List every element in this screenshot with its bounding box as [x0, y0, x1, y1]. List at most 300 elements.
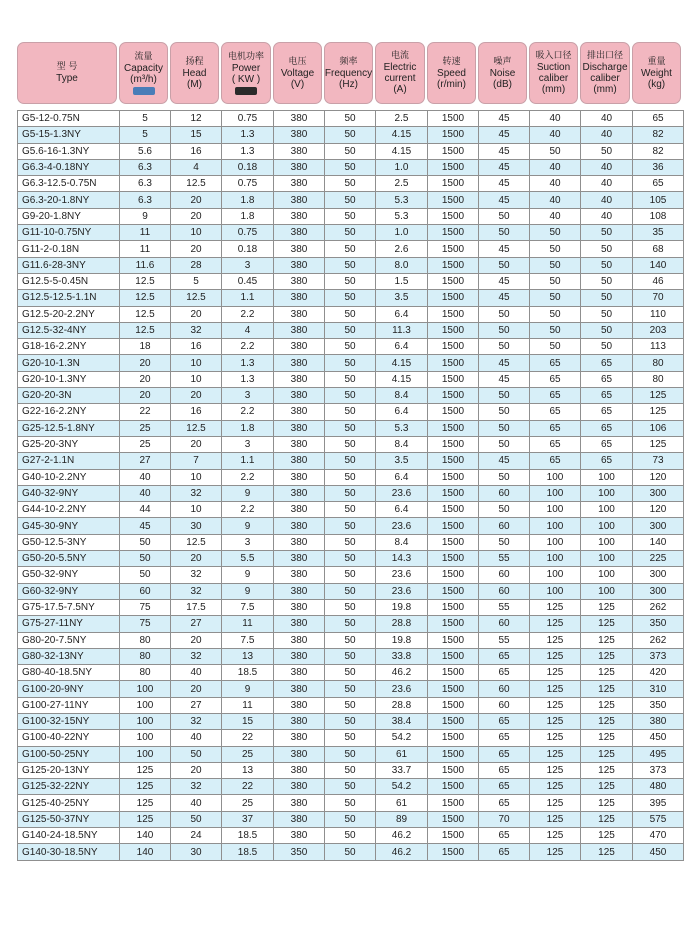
table-cell: 3	[222, 388, 274, 404]
table-cell: 70	[633, 290, 684, 306]
table-cell: 380	[274, 665, 325, 681]
table-cell: 140	[633, 257, 684, 273]
table-cell: 125	[581, 762, 633, 778]
table-cell: 50	[325, 534, 376, 550]
table-cell: 100	[120, 730, 171, 746]
table-cell: 100	[120, 746, 171, 762]
table-row	[18, 648, 684, 664]
table-cell: 50	[581, 306, 633, 322]
table-cell: 125	[581, 616, 633, 632]
table-cell: 45	[479, 273, 530, 289]
table-cell: 380	[274, 225, 325, 241]
table-cell: 1500	[428, 339, 479, 355]
header-cell	[478, 42, 527, 104]
table-cell: 16	[171, 143, 222, 159]
table-cell: 125	[581, 828, 633, 844]
table-cell: 1500	[428, 811, 479, 827]
table-cell: G75-27-11NY	[18, 616, 120, 632]
table-cell: 380	[274, 355, 325, 371]
header-cell	[17, 42, 117, 104]
table-cell: 3	[222, 534, 274, 550]
table-cell: G125-32-22NY	[18, 779, 120, 795]
table-cell: 50	[325, 681, 376, 697]
table-cell: 1500	[428, 241, 479, 257]
table-cell: 25	[120, 420, 171, 436]
table-cell: 20	[171, 306, 222, 322]
table-cell: 65	[479, 762, 530, 778]
table-cell: 50	[325, 371, 376, 387]
header-en: Frequency	[324, 67, 373, 79]
table-cell: 5.3	[376, 420, 428, 436]
table-cell: 100	[581, 567, 633, 583]
table-cell: 380	[274, 436, 325, 452]
header-unit: (kg)	[647, 78, 666, 90]
table-cell: 380	[274, 453, 325, 469]
table-cell: 50	[325, 844, 376, 860]
table-cell: 15	[171, 127, 222, 143]
table-cell: G22-16-2.2NY	[18, 404, 120, 420]
table-cell: 100	[120, 681, 171, 697]
table-cell: 40	[530, 176, 581, 192]
table-cell: 6.3	[120, 159, 171, 175]
table-cell: G20-10-1.3N	[18, 355, 120, 371]
table-cell: 33.7	[376, 762, 428, 778]
table-cell: 5.5	[222, 551, 274, 567]
table-cell: 1.8	[222, 208, 274, 224]
table-cell: 380	[274, 469, 325, 485]
table-cell: 0.75	[222, 111, 274, 127]
motor-icon	[235, 87, 257, 95]
table-row	[18, 290, 684, 306]
table-cell: 50	[325, 159, 376, 175]
table-cell: 12.5	[171, 176, 222, 192]
table-cell: G125-20-13NY	[18, 762, 120, 778]
table-cell: 25	[120, 436, 171, 452]
table-cell: 125	[530, 762, 581, 778]
table-cell: 18.5	[222, 828, 274, 844]
table-cell: 65	[633, 176, 684, 192]
table-row	[18, 713, 684, 729]
table-cell: 125	[581, 648, 633, 664]
table-cell: 37	[222, 811, 274, 827]
table-cell: 80	[120, 665, 171, 681]
table-cell: 1500	[428, 273, 479, 289]
table-cell: G27-2-1.1N	[18, 453, 120, 469]
table-cell: 65	[581, 453, 633, 469]
table-cell: 120	[633, 469, 684, 485]
table-cell: 65	[581, 355, 633, 371]
header-cn: 吸入口径	[535, 51, 572, 61]
table-cell: 50	[325, 436, 376, 452]
table-cell: 380	[274, 176, 325, 192]
table-cell: 40	[171, 730, 222, 746]
table-cell: 50	[325, 355, 376, 371]
table-cell: 27	[171, 616, 222, 632]
table-cell: G12.5-5-0.45N	[18, 273, 120, 289]
header-en: Noise	[489, 67, 516, 79]
table-cell: 50	[325, 648, 376, 664]
table-cell: 35	[633, 225, 684, 241]
table-cell: 60	[120, 583, 171, 599]
table-cell: 40	[120, 469, 171, 485]
header-cn: 电压	[288, 56, 307, 67]
table-cell: 23.6	[376, 567, 428, 583]
table-cell: 125	[581, 730, 633, 746]
table-cell: 1500	[428, 534, 479, 550]
table-cell: 23.6	[376, 583, 428, 599]
table-cell: 100	[530, 583, 581, 599]
table-cell: 50	[530, 339, 581, 355]
header-cell	[324, 42, 373, 104]
table-cell: 1.5	[376, 273, 428, 289]
table-cell: 100	[530, 551, 581, 567]
table-cell: 140	[120, 828, 171, 844]
table-cell: G6.3-20-1.8NY	[18, 192, 120, 208]
table-row	[18, 665, 684, 681]
table-cell: 350	[633, 616, 684, 632]
table-cell: 1500	[428, 322, 479, 338]
table-cell: 11	[120, 225, 171, 241]
table-cell: 1500	[428, 159, 479, 175]
table-cell: G12.5-32-4NY	[18, 322, 120, 338]
table-cell: 40	[581, 176, 633, 192]
table-cell: 380	[274, 795, 325, 811]
table-cell: 50	[325, 730, 376, 746]
table-cell: 1500	[428, 436, 479, 452]
table-cell: 380	[274, 811, 325, 827]
table-cell: 1.3	[222, 127, 274, 143]
header-cn: 电流	[390, 51, 409, 61]
table-cell: 1500	[428, 225, 479, 241]
table-cell: 50	[479, 225, 530, 241]
table-cell: 300	[633, 583, 684, 599]
table-cell: G6.3-4-0.18NY	[18, 159, 120, 175]
table-cell: 15	[222, 713, 274, 729]
table-cell: 380	[274, 290, 325, 306]
table-cell: 28.8	[376, 616, 428, 632]
table-cell: 50	[325, 420, 376, 436]
table-cell: 4.15	[376, 127, 428, 143]
table-cell: 20	[171, 388, 222, 404]
table-cell: 27	[171, 697, 222, 713]
header-cn: 型 号	[56, 62, 78, 72]
table-cell: 18	[120, 339, 171, 355]
table-cell: 1500	[428, 844, 479, 860]
table-cell: 60	[479, 616, 530, 632]
table-cell: 23.6	[376, 485, 428, 501]
table-cell: 1500	[428, 762, 479, 778]
table-cell: 40	[581, 192, 633, 208]
table-cell: 470	[633, 828, 684, 844]
table-cell: 140	[120, 844, 171, 860]
table-cell: 6.4	[376, 404, 428, 420]
table-cell: 1.3	[222, 143, 274, 159]
table-cell: 100	[530, 485, 581, 501]
table-row	[18, 599, 684, 615]
header-cn: 流量	[134, 51, 153, 62]
table-cell: 82	[633, 143, 684, 159]
table-cell: 2.2	[222, 339, 274, 355]
table-cell: 380	[274, 192, 325, 208]
header-cn: 噪声	[493, 56, 512, 67]
table-cell: G25-12.5-1.8NY	[18, 420, 120, 436]
table-cell: 22	[222, 730, 274, 746]
table-row	[18, 681, 684, 697]
table-cell: 50	[325, 290, 376, 306]
header-en: Electric current	[383, 62, 417, 84]
table-cell: 0.18	[222, 241, 274, 257]
table-cell: 50	[479, 208, 530, 224]
table-cell: 1500	[428, 730, 479, 746]
table-cell: 225	[633, 551, 684, 567]
table-cell: 65	[479, 746, 530, 762]
table-cell: 50	[479, 436, 530, 452]
table-cell: 380	[274, 127, 325, 143]
header-en: Weight	[641, 67, 672, 79]
header-cell	[580, 42, 630, 104]
table-cell: 50	[479, 388, 530, 404]
header-unit: (V)	[290, 78, 305, 90]
header-cn: 扬程	[185, 56, 204, 67]
table-cell: 380	[274, 697, 325, 713]
table-cell: 46.2	[376, 828, 428, 844]
table-cell: 380	[274, 762, 325, 778]
header-en: Discharge caliber	[582, 62, 628, 84]
table-cell: 32	[171, 485, 222, 501]
table-cell: 20	[171, 192, 222, 208]
table-cell: 100	[581, 518, 633, 534]
flow-icon	[133, 87, 155, 95]
table-row	[18, 697, 684, 713]
table-cell: 125	[581, 779, 633, 795]
table-cell: 60	[479, 697, 530, 713]
table-cell: 50	[325, 208, 376, 224]
table-cell: 65	[633, 111, 684, 127]
header-cell	[529, 42, 578, 104]
table-cell: 380	[274, 534, 325, 550]
table-cell: 40	[530, 127, 581, 143]
table-cell: 50	[325, 339, 376, 355]
table-cell: 380	[274, 388, 325, 404]
table-cell: 45	[120, 518, 171, 534]
table-cell: 9	[222, 567, 274, 583]
table-cell: 50	[325, 583, 376, 599]
table-cell: 50	[325, 306, 376, 322]
table-cell: 106	[633, 420, 684, 436]
table-cell: 310	[633, 681, 684, 697]
table-cell: 380	[274, 339, 325, 355]
table-cell: 68	[633, 241, 684, 257]
table-cell: 20	[120, 355, 171, 371]
table-cell: 380	[274, 485, 325, 501]
table-cell: 45	[479, 143, 530, 159]
table-cell: 20	[171, 632, 222, 648]
table-cell: 8.0	[376, 257, 428, 273]
table-row	[18, 241, 684, 257]
table-cell: 1.0	[376, 225, 428, 241]
header-unit: (M)	[187, 78, 202, 90]
table-cell: 65	[530, 453, 581, 469]
table-cell: 380	[274, 746, 325, 762]
table-row	[18, 485, 684, 501]
table-row	[18, 567, 684, 583]
table-cell: 45	[479, 241, 530, 257]
header-unit: (mm)	[541, 84, 566, 95]
table-cell: 450	[633, 844, 684, 860]
table-cell: 10	[171, 469, 222, 485]
table-cell: 80	[633, 355, 684, 371]
table-cell: 60	[479, 681, 530, 697]
table-cell: 1500	[428, 420, 479, 436]
table-cell: 20	[171, 762, 222, 778]
header-unit: (m³/h)	[130, 73, 157, 85]
table-cell: 50	[325, 665, 376, 681]
table-cell: 23.6	[376, 518, 428, 534]
table-cell: G44-10-2.2NY	[18, 502, 120, 518]
header-cn: 重量	[647, 56, 666, 67]
table-cell: 7	[171, 453, 222, 469]
table-cell: 40	[530, 208, 581, 224]
table-cell: 380	[633, 713, 684, 729]
table-cell: 262	[633, 599, 684, 615]
table-cell: 1500	[428, 746, 479, 762]
table-cell: 8.4	[376, 388, 428, 404]
table-cell: G25-20-3NY	[18, 436, 120, 452]
table-cell: 1500	[428, 567, 479, 583]
table-cell: 300	[633, 485, 684, 501]
table-cell: 1500	[428, 176, 479, 192]
table-cell: 55	[479, 551, 530, 567]
table-cell: 125	[581, 681, 633, 697]
table-cell: 73	[633, 453, 684, 469]
header-cell	[632, 42, 681, 104]
header-unit: (Hz)	[339, 78, 358, 90]
table-cell: 19.8	[376, 632, 428, 648]
table-cell: 50	[581, 225, 633, 241]
table-cell: 100	[120, 713, 171, 729]
table-cell: 2.5	[376, 176, 428, 192]
table-cell: G100-50-25NY	[18, 746, 120, 762]
table-cell: 125	[120, 762, 171, 778]
table-cell: 125	[530, 599, 581, 615]
table-cell: 125	[530, 648, 581, 664]
table-cell: 25	[222, 795, 274, 811]
table-row	[18, 111, 684, 127]
table-cell: 125	[530, 795, 581, 811]
table-cell: 30	[171, 844, 222, 860]
table-cell: 65	[479, 779, 530, 795]
table-cell: 13	[222, 762, 274, 778]
table-cell: 46	[633, 273, 684, 289]
table-cell: 1500	[428, 290, 479, 306]
table-cell: 495	[633, 746, 684, 762]
table-row	[18, 388, 684, 404]
table-cell: 50	[325, 143, 376, 159]
table-cell: 14.3	[376, 551, 428, 567]
table-cell: 80	[120, 632, 171, 648]
table-cell: 125	[581, 844, 633, 860]
table-cell: 125	[120, 779, 171, 795]
table-cell: 33.8	[376, 648, 428, 664]
table-cell: 13	[222, 648, 274, 664]
table-cell: 100	[581, 485, 633, 501]
table-cell: 50	[479, 469, 530, 485]
table-cell: 40	[530, 192, 581, 208]
table-cell: 3.5	[376, 453, 428, 469]
header-en: Suction caliber	[536, 62, 571, 84]
table-cell: 12.5	[171, 420, 222, 436]
table-cell: 380	[274, 159, 325, 175]
table-cell: 40	[120, 485, 171, 501]
table-row	[18, 127, 684, 143]
table-cell: 40	[581, 208, 633, 224]
table-cell: G125-50-37NY	[18, 811, 120, 827]
header-unit: ( KW )	[231, 73, 261, 85]
table-cell: 24	[171, 828, 222, 844]
table-cell: 380	[274, 681, 325, 697]
table-cell: 100	[530, 567, 581, 583]
table-cell: 54.2	[376, 730, 428, 746]
table-cell: 45	[479, 453, 530, 469]
table-cell: 10	[171, 355, 222, 371]
table-cell: 36	[633, 159, 684, 175]
table-row	[18, 355, 684, 371]
table-cell: 65	[581, 404, 633, 420]
table-cell: 32	[171, 779, 222, 795]
table-cell: 50	[325, 322, 376, 338]
table-cell: 4.15	[376, 143, 428, 159]
table-cell: 40	[581, 111, 633, 127]
table-cell: 1.1	[222, 453, 274, 469]
table-row	[18, 453, 684, 469]
table-cell: 350	[633, 697, 684, 713]
table-cell: 65	[530, 371, 581, 387]
table-cell: 50	[479, 322, 530, 338]
table-cell: 1500	[428, 306, 479, 322]
table-cell: 30	[171, 518, 222, 534]
table-cell: 1500	[428, 599, 479, 615]
table-cell: 9	[222, 583, 274, 599]
header-en: Power	[231, 62, 261, 74]
table-cell: 2.2	[222, 502, 274, 518]
table-cell: 1.8	[222, 420, 274, 436]
table-cell: 50	[325, 485, 376, 501]
table-row	[18, 371, 684, 387]
table-cell: 380	[274, 713, 325, 729]
table-cell: 22	[222, 779, 274, 795]
table-cell: 50	[120, 551, 171, 567]
table-cell: 125	[581, 599, 633, 615]
table-cell: 65	[581, 371, 633, 387]
table-cell: 40	[581, 127, 633, 143]
table-cell: 65	[479, 665, 530, 681]
table-cell: 65	[530, 420, 581, 436]
table-cell: 300	[633, 518, 684, 534]
table-row	[18, 143, 684, 159]
table-cell: 3	[222, 436, 274, 452]
table-cell: 1500	[428, 681, 479, 697]
table-cell: 32	[171, 567, 222, 583]
table-cell: 50	[530, 225, 581, 241]
table-cell: G100-20-9NY	[18, 681, 120, 697]
table-cell: 125	[633, 436, 684, 452]
table-cell: 17.5	[171, 599, 222, 615]
table-cell: 50	[325, 616, 376, 632]
table-cell: 2.2	[222, 469, 274, 485]
table-cell: 380	[274, 730, 325, 746]
table-cell: 1500	[428, 616, 479, 632]
table-cell: 50	[325, 551, 376, 567]
